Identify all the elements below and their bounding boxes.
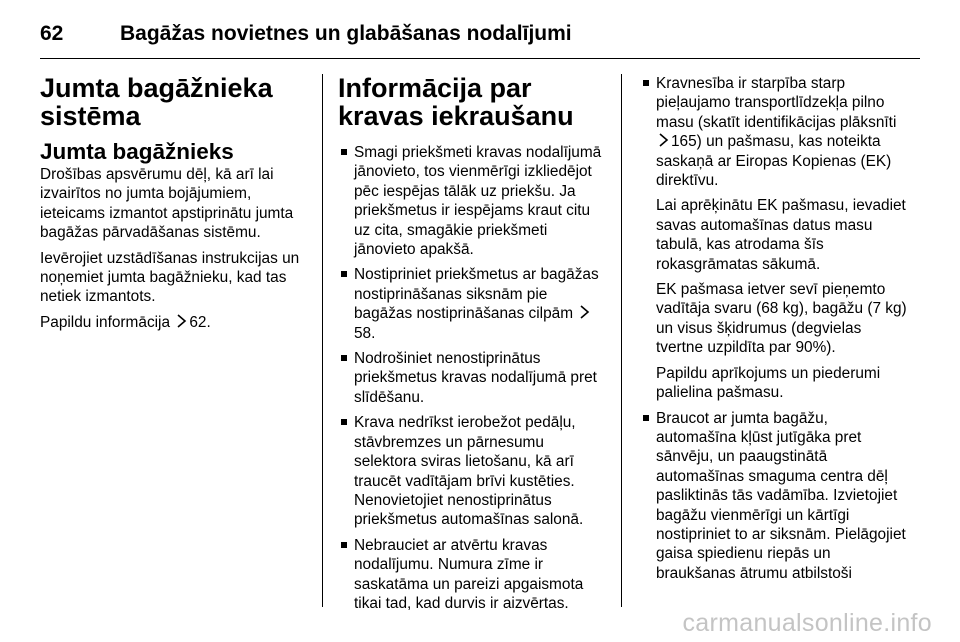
list-item (338, 143, 602, 259)
list-item-text: Nodrošiniet nenostiprinātus priekšmetus kravas nodalījumā pret slīdēšanu. (354, 350, 597, 406)
list-item (338, 536, 602, 614)
page-reference-link[interactable]: 165) un pašmasu, kas noteikta saskaņā ar Eiropas Kopienas (EK) direktīvu. (656, 133, 892, 190)
bullet-icon (643, 80, 649, 86)
page-title: Bagāžas novietnes un glabāšanas nodalījumi (120, 22, 572, 45)
paragraph-safety: Drošības apsvērumu dēļ, kā arī lai izvairītos no jumta bojājumiem, ieteicams izmantot apstiprinātu jumta bagāžas pārvadāšanas sistēmu. (40, 166, 294, 242)
list-item (640, 74, 908, 403)
list-item (338, 265, 602, 343)
list-item-text-part: Nostipriniet priekšmetus ar bagāžas nostiprināšanas siksnām pie bagāžas nostiprināšanas cilpām (354, 266, 599, 323)
page-reference-icon (577, 305, 592, 319)
header-divider (40, 58, 920, 59)
column-1 (40, 74, 310, 338)
paragraph-more-info (40, 313, 310, 332)
list-item-text: Nebrauciet ar atvērtu kravas nodalījumu. Numura zīme ir saskatāma un pareizi apgaismota tikai tad, kad durvis ir aizvērtas. (354, 536, 584, 612)
section-heading-loading-info: Informācija par kravas iekraušanu (338, 73, 574, 131)
page-reference-icon (174, 314, 189, 328)
bullet-icon (341, 542, 347, 548)
bullet-icon (341, 149, 347, 155)
list-item (640, 409, 908, 584)
page-number: 62 (40, 22, 64, 45)
section-heading-roof-system: Jumta bagāžnieka sistēma (40, 73, 273, 131)
bullet-icon (341, 355, 347, 361)
column-3 (640, 74, 908, 589)
list-item-text: Smagi priekšmeti kravas nodalījumā jānovieto, tos vienmērīgi izkliedējot pēc iespējas tālāk uz priekšu. Ja priekšmetus ir iespējams kraut citu uz cita, smagākie priekšmeti jānovieto apakšā. (354, 144, 602, 259)
page-header (40, 22, 920, 52)
list-item-text (656, 74, 908, 190)
list-item (338, 349, 602, 407)
column-divider-1 (322, 74, 323, 607)
bullet-icon (341, 419, 347, 425)
more-info-text: Papildu informācija (40, 313, 171, 331)
more-info-ref[interactable]: 62. (189, 313, 211, 331)
list-item (338, 413, 602, 529)
list-item-paragraph: Lai aprēķinātu EK pašmasu, ievadiet savas automašīnas datus masu tabulā, kas atrodama šīs rokasgrāmatas sākumā. (656, 197, 906, 273)
page-reference-icon (656, 133, 671, 147)
list-item-text: Krava nedrīkst ierobežot pedāļu, stāvbremzes un pārnesumu selektora sviras lietošanu, kā arī traucēt vadītājam brīvi kustēties. Nenovietojiet nenostiprinātus priekšmetus automašīnas salonā. (354, 414, 584, 529)
bullet-icon (643, 415, 649, 421)
list-item-text: Braucot ar jumta bagāžu, automašīna kļūst jutīgāka pret sānvēju, un paaugstinātā automašīnas smaguma centra dēļ pasliktinās tās vadāmība. Izvietojiet bagāžu vienmērīgi un kārtīgi nostipriniet to ar siksnām. Pielāgojiet gaisa spiedienu riepās un braukšanas ātrumu atbilstoši (656, 409, 906, 582)
list-item-paragraph: EK pašmasa ietver sevī pieņemto vadītāja svaru (68 kg), bagāžu (7 kg) un visus šķidrumus (degvielas tvertne uzpildīta par 90%). (656, 281, 907, 357)
column-2 (338, 74, 602, 619)
list-item-text (354, 265, 602, 343)
paragraph-install: Ievērojiet uzstādīšanas instrukcijas un noņemiet jumta bagāžnieku, kad tas netiek izmantots. (40, 249, 300, 306)
list-item-text-part: Kravnesība ir starpība starp pieļaujamo transportlīdzekļa pilno masu (skatīt identifikācijas plāksnīti (656, 75, 897, 131)
column-divider-2 (621, 74, 622, 607)
list-item-paragraph: Papildu aprīkojums un piederumi palielina pašmasu. (656, 364, 881, 402)
watermark: carmanualsonline.info (682, 609, 932, 637)
subsection-heading-roof-rack: Jumta bagāžnieks (40, 139, 234, 164)
page-reference-link[interactable]: 58. (354, 324, 376, 342)
bullet-icon (341, 271, 347, 277)
